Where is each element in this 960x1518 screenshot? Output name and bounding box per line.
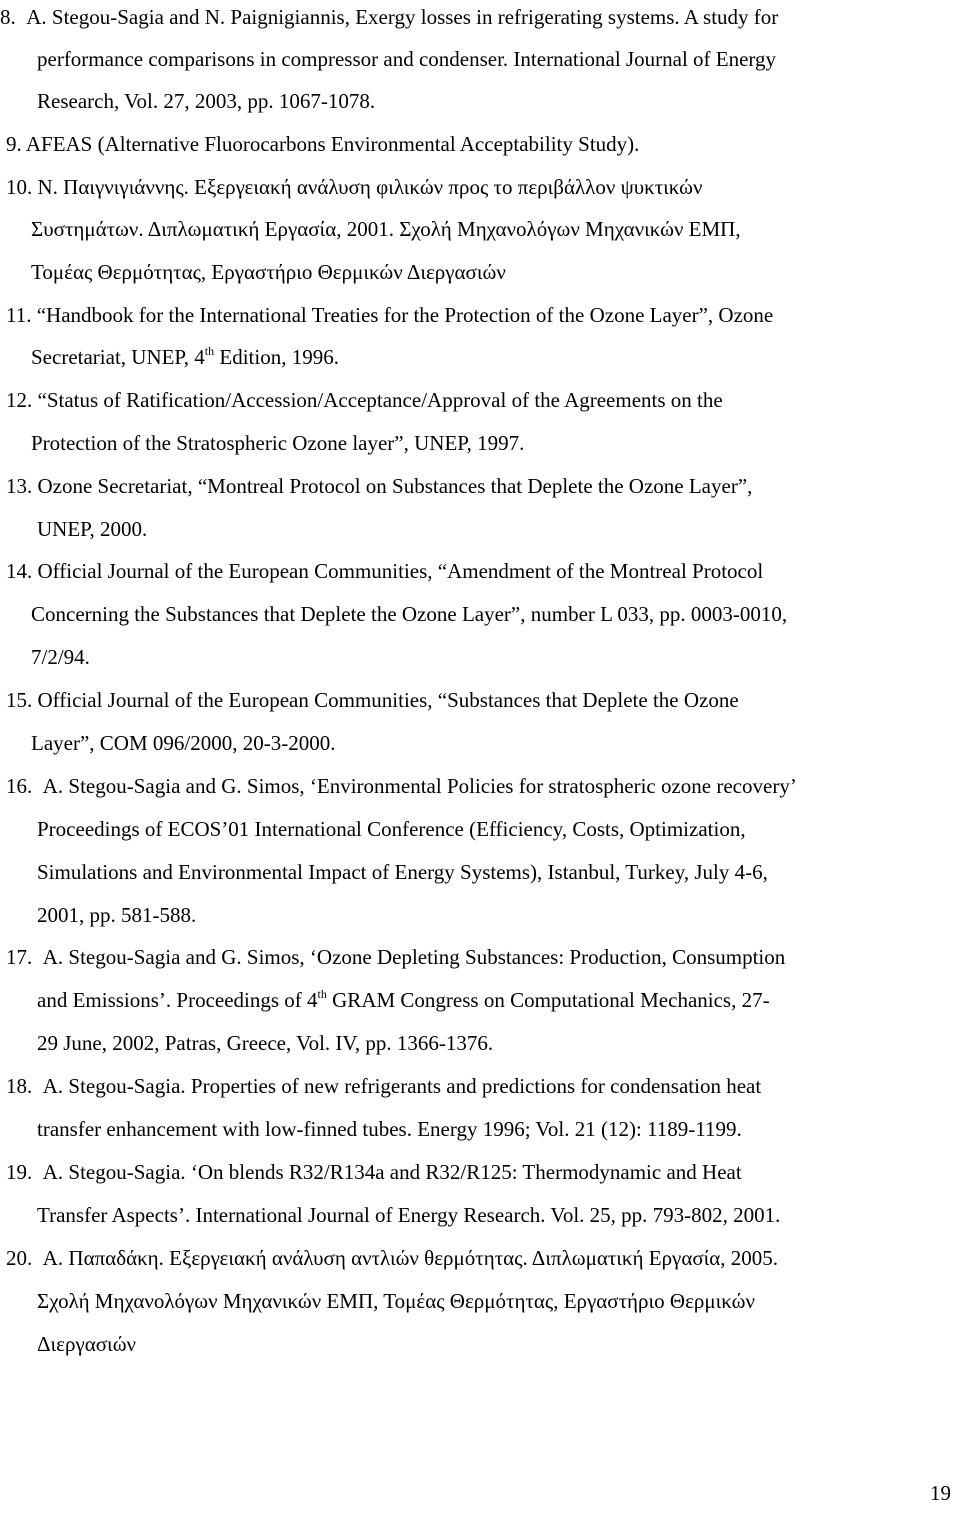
ref-number: 19.: [6, 1160, 33, 1184]
ref-text: GRAM Congress on Computational Mechanics, 27-: [326, 988, 770, 1012]
ref-13-line-1: [6, 473, 752, 499]
ref-15-line-1: [6, 687, 739, 713]
ref-text: “Status of Ratification/Accession/Acceptance/Approval of the Agreements on the: [37, 388, 723, 412]
ref-number: 13.: [6, 474, 33, 498]
ref-text: Ν. Παιγνιγιάννης. Εξεργειακή ανάλυση φιλικών προς το περιβάλλον ψυκτικών: [37, 175, 703, 199]
ref-text: and Emissions’. Proceedings of 4: [37, 988, 318, 1012]
ref-text: Edition, 1996.: [214, 345, 339, 369]
ref-text: A. Stegou-Sagia. ‘On blends R32/R134a and R32/R125: Thermodynamic and Heat: [42, 1160, 742, 1184]
ref-number: 20.: [6, 1246, 33, 1270]
ref-number: 18.: [6, 1074, 33, 1098]
ref-10-line-3: Τομέας Θερμότητας, Εργαστήριο Θερμικών Διεργασιών: [31, 260, 506, 284]
superscript: th: [204, 344, 215, 358]
ref-number: 16.: [6, 774, 33, 798]
ref-16-line-1: [6, 773, 797, 799]
ref-14-line-2: Concerning the Substances that Deplete the Ozone Layer”, number L 033, pp. 0003-0010,: [31, 602, 788, 626]
superscript: th: [317, 987, 327, 1001]
ref-text: Ozone Secretariat, “Montreal Protocol on Substances that Deplete the Ozone Layer”,: [37, 474, 753, 498]
ref-number: 15.: [6, 688, 33, 712]
ref-11-line-2: [31, 344, 339, 370]
ref-13-line-2: UNEP, 2000.: [37, 517, 148, 541]
ref-18-line-2: transfer enhancement with low-finned tubes. Energy 1996; Vol. 21 (12): 1189-1199.: [37, 1117, 742, 1141]
ref-text: A. Stegou-Sagia and N. Paignigiannis, Exergy losses in refrigerating systems. A study for: [26, 5, 779, 29]
page-number: 19: [930, 1481, 951, 1505]
ref-number: 17.: [6, 945, 33, 969]
ref-text: A. Stegou-Sagia and G. Simos, ‘Environmental Policies for stratospheric ozone recovery’: [42, 774, 797, 798]
ref-12-line-2: Protection of the Stratospheric Ozone layer”, UNEP, 1997.: [31, 431, 525, 455]
ref-15-line-2: Layer”, COM 096/2000, 20-3-2000.: [31, 731, 336, 755]
ref-16-line-4: 2001, pp. 581-588.: [37, 903, 197, 927]
ref-text: “Handbook for the International Treaties for the Protection of the Ozone Layer”, Ozone: [36, 303, 774, 327]
ref-14-line-1: [6, 558, 763, 584]
ref-19-line-1: [6, 1159, 742, 1185]
ref-number: 9.: [6, 132, 22, 156]
ref-20-line-2: Σχολή Μηχανολόγων Μηχανικών ΕΜΠ, Τομέας Θερμότητας, Εργαστήριο Θερμικών: [37, 1289, 755, 1313]
ref-10-line-2: Συστημάτων. Διπλωματική Εργασία, 2001. Σχολή Μηχανολόγων Μηχανικών ΕΜΠ,: [31, 217, 741, 241]
ref-10-line-1: [6, 174, 703, 200]
ref-text: Official Journal of the European Communities, “Amendment of the Montreal Protocol: [37, 559, 764, 583]
ref-8-line-3: Research, Vol. 27, 2003, pp. 1067-1078.: [37, 89, 376, 113]
ref-11-line-1: [6, 302, 773, 328]
ref-14-line-3: 7/2/94.: [31, 645, 90, 669]
ref-text: Α. Παπαδάκη. Εξεργειακή ανάλυση αντλιών θερμότητας. Διπλωματική Εργασία, 2005.: [42, 1246, 779, 1270]
ref-8-line-1: [0, 4, 778, 30]
ref-16-line-3: Simulations and Environmental Impact of Energy Systems), Istanbul, Turkey, July 4-6,: [37, 860, 768, 884]
ref-number: 12.: [6, 388, 33, 412]
ref-17-line-1: [6, 944, 785, 970]
ref-17-line-3: 29 June, 2002, Patras, Greece, Vol. IV, pp. 1366-1376.: [37, 1031, 494, 1055]
ref-16-line-2: Proceedings of ECOS’01 International Conference (Efficiency, Costs, Optimization,: [37, 817, 746, 841]
ref-12-line-1: [6, 387, 723, 413]
ref-text: AFEAS (Alternative Fluorocarbons Environmental Acceptability Study).: [25, 132, 640, 156]
ref-18-line-1: [6, 1073, 761, 1099]
ref-20-line-1: [6, 1245, 778, 1271]
ref-number: 11.: [6, 303, 32, 327]
ref-text: A. Stegou-Sagia. Properties of new refrigerants and predictions for condensation heat: [42, 1074, 762, 1098]
ref-17-line-2: [37, 987, 770, 1013]
ref-20-line-3: Διεργασιών: [37, 1332, 137, 1356]
ref-text: Secretariat, UNEP, 4: [31, 345, 205, 369]
ref-text: Official Journal of the European Communities, “Substances that Deplete the Ozone: [37, 688, 739, 712]
ref-number: 14.: [6, 559, 33, 583]
ref-text: A. Stegou-Sagia and G. Simos, ‘Ozone Depleting Substances: Production, Consumption: [42, 945, 786, 969]
ref-number: 10.: [6, 175, 33, 199]
ref-19-line-2: Transfer Aspects’. International Journal of Energy Research. Vol. 25, pp. 793-802, 2001.: [37, 1203, 781, 1227]
ref-8-line-2: performance comparisons in compressor and condenser. International Journal of Energy: [37, 47, 777, 71]
ref-number: 8.: [0, 5, 16, 29]
ref-9-line-1: [6, 131, 639, 157]
